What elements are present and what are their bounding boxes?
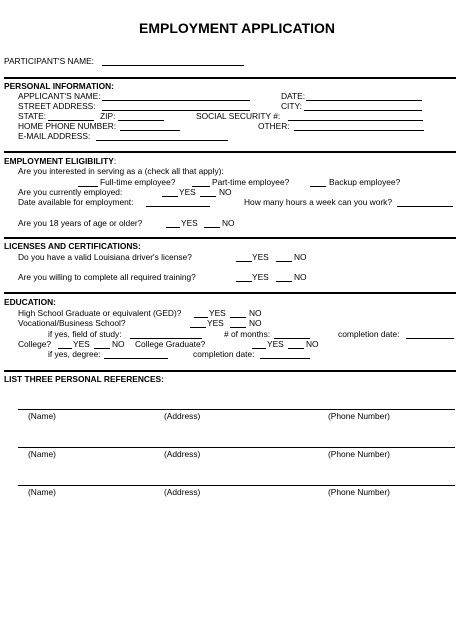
backup-checkbox[interactable] — [310, 186, 326, 187]
zip-field[interactable] — [118, 120, 164, 121]
employed-no-label: NO — [219, 187, 232, 197]
education-header: EDUCATION: — [4, 297, 56, 307]
personal-info-header: PERSONAL INFORMATION: — [4, 81, 114, 91]
license-yes-label: YES — [252, 252, 269, 262]
zip-label: ZIP: — [100, 111, 116, 121]
interest-question: Are you interested in serving as a (check all that apply): — [18, 166, 224, 176]
section-divider — [4, 151, 456, 153]
employed-yes-blank[interactable] — [162, 196, 178, 197]
hs-yes-label: YES — [209, 308, 226, 318]
section-divider — [4, 292, 456, 294]
hours-label: How many hours a week can you work? — [244, 197, 393, 207]
reference-1-line[interactable] — [18, 409, 455, 410]
participant-name-label: PARTICIPANT'S NAME: — [4, 56, 95, 66]
full-time-label: Full-time employee? — [100, 177, 176, 187]
section-divider — [4, 237, 456, 239]
degree-completion-field[interactable] — [260, 358, 310, 359]
date-field[interactable] — [306, 100, 422, 101]
reference-3-line[interactable] — [18, 485, 455, 486]
completion-date-field[interactable] — [406, 338, 454, 339]
city-field[interactable] — [304, 110, 422, 111]
training-yes-blank[interactable] — [236, 281, 252, 282]
applicant-name-label: APPLICANT'S NAME: — [18, 91, 101, 101]
voc-yes-blank[interactable] — [190, 327, 206, 328]
page-title: EMPLOYMENT APPLICATION — [139, 20, 335, 36]
training-question: Are you willing to complete all required training? — [18, 272, 196, 282]
reference-2-line[interactable] — [18, 447, 455, 448]
section-divider — [4, 77, 456, 79]
backup-label: Backup employee? — [329, 177, 401, 187]
date-label: DATE: — [281, 91, 306, 101]
training-yes-label: YES — [252, 272, 269, 282]
home-phone-field[interactable] — [120, 130, 180, 131]
training-no-label: NO — [294, 272, 307, 282]
reference-1-name-label: (Name) — [28, 411, 56, 421]
college-question: College? — [18, 339, 52, 349]
hours-field[interactable] — [397, 206, 453, 207]
employed-no-blank[interactable] — [200, 196, 216, 197]
voc-question: Vocational/Business School? — [18, 318, 126, 328]
hs-no-label: NO — [249, 308, 262, 318]
home-phone-label: HOME PHONE NUMBER: — [18, 121, 117, 131]
college-yes-label: YES — [73, 339, 90, 349]
state-label: STATE: — [18, 111, 47, 121]
license-no-label: NO — [294, 252, 307, 262]
other-label: OTHER: — [258, 121, 290, 131]
license-yes-blank[interactable] — [236, 261, 252, 262]
email-label: E-MAIL ADDRESS: — [18, 131, 91, 141]
street-address-label: STREET ADDRESS: — [18, 101, 96, 111]
field-of-study-label: if yes, field of study: — [48, 329, 122, 339]
months-label: # of months: — [224, 329, 271, 339]
age-yes-label: YES — [181, 218, 198, 228]
license-no-blank[interactable] — [276, 261, 292, 262]
age-question: Are you 18 years of age or older? — [18, 218, 143, 228]
employed-yes-label: YES — [179, 187, 196, 197]
hs-yes-blank[interactable] — [194, 317, 208, 318]
degree-field[interactable] — [104, 358, 168, 359]
voc-no-label: NO — [249, 318, 262, 328]
ssn-label: SOCIAL SECURITY #: — [196, 111, 281, 121]
reference-3-name-label: (Name) — [28, 487, 56, 497]
training-no-blank[interactable] — [276, 281, 292, 282]
grad-no-blank[interactable] — [288, 348, 304, 349]
eligibility-header: EMPLOYMENT ELIGIBILITY: — [4, 156, 117, 166]
age-no-label: NO — [222, 218, 235, 228]
completion-date-label: completion date: — [338, 329, 400, 339]
section-divider — [4, 370, 456, 372]
degree-completion-label: completion date: — [193, 349, 255, 359]
reference-3-phone-label: (Phone Number) — [328, 487, 390, 497]
ssn-field[interactable] — [288, 120, 423, 121]
hs-question: High School Graduate or equivalent (GED)? — [18, 308, 182, 318]
degree-label: if yes, degree: — [48, 349, 101, 359]
participant-name-field[interactable] — [102, 65, 244, 66]
applicant-name-field[interactable] — [102, 100, 250, 101]
voc-no-blank[interactable] — [230, 327, 246, 328]
hs-no-blank[interactable] — [230, 317, 246, 318]
employed-question: Are you currently employed: — [18, 187, 123, 197]
reference-1-address-label: (Address) — [164, 411, 201, 421]
reference-2-name-label: (Name) — [28, 449, 56, 459]
date-available-label: Date available for employment: — [18, 197, 134, 207]
references-header: LIST THREE PERSONAL REFERENCES: — [4, 374, 164, 384]
grad-yes-label: YES — [267, 339, 284, 349]
email-field[interactable] — [96, 140, 228, 141]
reference-2-phone-label: (Phone Number) — [328, 449, 390, 459]
college-grad-question: College Graduate? — [135, 339, 206, 349]
voc-yes-label: YES — [207, 318, 224, 328]
license-question: Do you have a valid Louisiana driver's license? — [18, 252, 192, 262]
grad-no-label: NO — [306, 339, 319, 349]
age-yes-blank[interactable] — [166, 227, 180, 228]
reference-2-address-label: (Address) — [164, 449, 201, 459]
licenses-header: LICENSES AND CERTIFICATIONS: — [4, 241, 141, 251]
college-no-label: NO — [112, 339, 125, 349]
other-phone-field[interactable] — [294, 130, 424, 131]
age-no-blank[interactable] — [204, 227, 220, 228]
reference-3-address-label: (Address) — [164, 487, 201, 497]
date-available-field[interactable] — [146, 206, 210, 207]
city-label: CITY: — [281, 101, 302, 111]
part-time-label: Part-time employee? — [212, 177, 290, 187]
reference-1-phone-label: (Phone Number) — [328, 411, 390, 421]
